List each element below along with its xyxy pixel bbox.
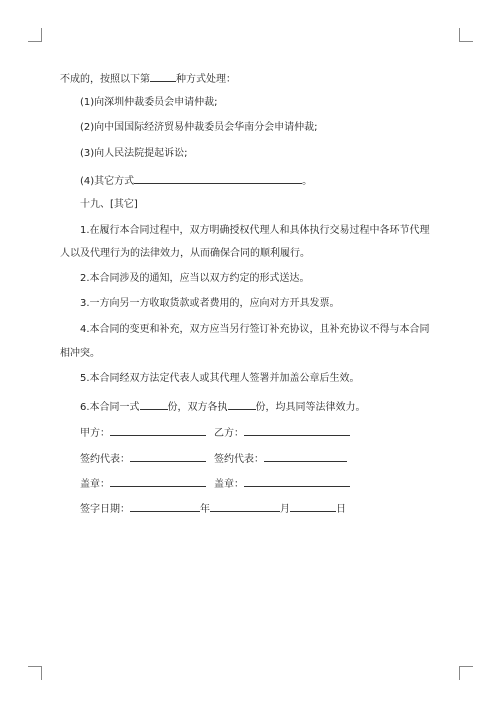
party-a-field[interactable]: [110, 425, 206, 436]
party-b-label: 乙方：: [214, 428, 244, 439]
rep-a: [80, 451, 206, 466]
rep-b-label: 签约代表：: [214, 454, 264, 465]
rep-b: [214, 451, 347, 466]
intro-suffix: 种方式处理：: [176, 74, 236, 85]
party-a-label: 甲方：: [80, 428, 110, 439]
year-field[interactable]: [130, 501, 200, 512]
intro-prefix: 不成的，按照以下第: [60, 74, 150, 85]
month-label: 月: [280, 504, 290, 515]
seal-b-label: 盖章：: [214, 479, 244, 490]
clause-6-part-1: 6.本合同一式: [80, 402, 140, 413]
clause-5: 5.本合同经双方法定代表人或其代理人签署并加盖公章后生效。: [80, 373, 360, 384]
option-3: (3)向人民法院提起诉讼;: [80, 148, 188, 159]
rep-a-label: 签约代表：: [80, 454, 130, 465]
clause-3: 3.一方向另一方收取货款或者费用的，应向对方开具发票。: [80, 298, 340, 309]
option-4: [80, 173, 312, 188]
clause-4-line-1: 4.本合同的变更和补充，双方应当另行签订补充协议，且补充协议不得与本合同: [80, 324, 430, 335]
signing-date-row: [80, 501, 346, 516]
option-2: (2)向中国国际经济贸易仲裁委员会华南分会申请仲裁;: [80, 122, 318, 133]
other-method-blank[interactable]: [134, 173, 302, 184]
clause-1-line-2: 人以及代理行为的法律效力，从而确保合同的顺利履行。: [60, 248, 310, 259]
month-field[interactable]: [210, 501, 280, 512]
crop-mark-top-left: [28, 28, 42, 42]
option-1: (1)向深圳仲裁委员会申请仲裁;: [80, 97, 218, 108]
clause-6-part-2: 份，双方各执: [167, 402, 228, 413]
copies-each-blank[interactable]: [228, 399, 256, 410]
seal-a: [80, 476, 206, 491]
intro-line: [60, 71, 236, 86]
clause-2: 2.本合同涉及的通知，应当以双方约定的形式送达。: [80, 273, 310, 284]
party-a: [80, 425, 206, 440]
party-b: [214, 425, 350, 440]
date-label: 签字日期：: [80, 504, 130, 515]
section-title: 十九、[其它]: [80, 199, 138, 210]
clause-6: [80, 399, 366, 414]
copies-total-blank[interactable]: [140, 399, 168, 410]
seal-b-field[interactable]: [244, 476, 350, 487]
rep-a-field[interactable]: [130, 451, 206, 462]
day-field[interactable]: [290, 501, 336, 512]
seal-a-field[interactable]: [110, 476, 206, 487]
crop-mark-top-right: [459, 28, 473, 42]
option-4-suffix: 。: [302, 176, 313, 187]
seal-b: [214, 476, 350, 491]
crop-mark-bottom-right: [459, 666, 473, 680]
crop-mark-bottom-left: [28, 666, 42, 680]
option-4-prefix: (4)其它方式: [80, 176, 135, 187]
year-label: 年: [200, 504, 210, 515]
clause-6-part-3: 份，均具同等法律效力。: [255, 402, 366, 413]
party-b-field[interactable]: [244, 425, 350, 436]
seal-a-label: 盖章：: [80, 479, 110, 490]
rep-b-field[interactable]: [264, 451, 347, 462]
clause-1-line-1: 1.在履行本合同过程中，双方明确授权代理人和具体执行交易过程中各环节代理: [80, 225, 430, 236]
method-number-blank[interactable]: [150, 71, 176, 82]
clause-4-line-2: 相冲突。: [60, 348, 100, 359]
day-label: 日: [336, 504, 346, 515]
